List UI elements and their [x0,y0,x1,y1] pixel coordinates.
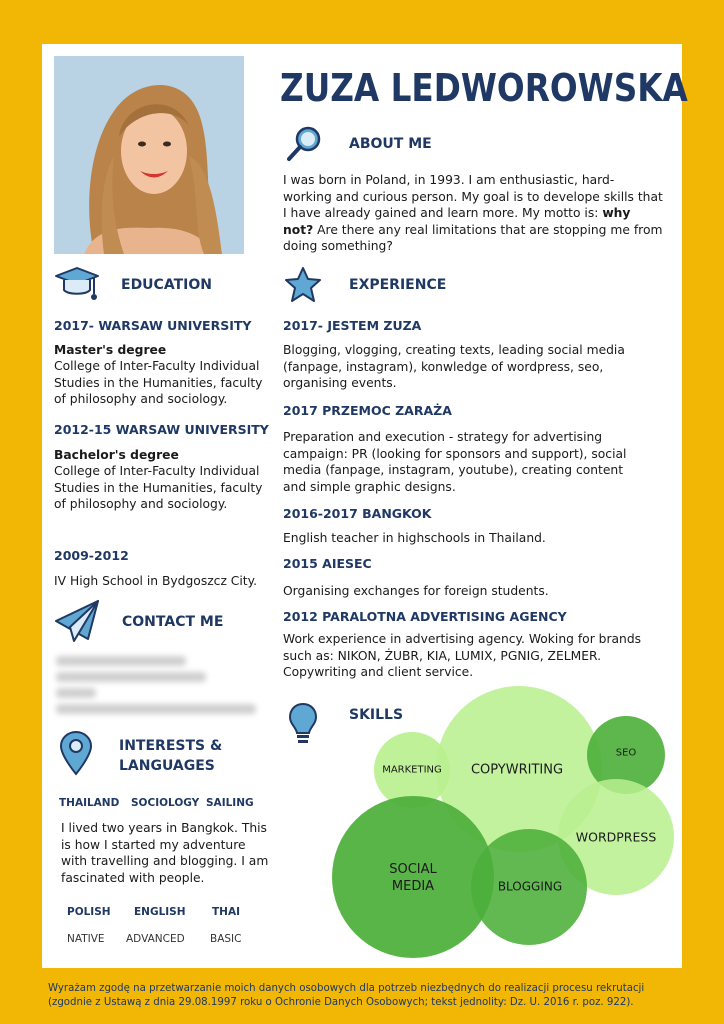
resume-page [42,44,688,968]
education-heading-1: 2017- WARSAW UNIVERSITY [54,318,252,333]
education-heading-2: 2012-15 WARSAW UNIVERSITY [54,422,269,437]
education-text-2: College of Inter-Faculty Individual Studies in the Humanities, faculty of philosophy and sociology. [54,464,263,511]
language-name-polish: POLISH [67,906,111,918]
interest-tag-sociology: SOCIOLOGY [131,797,200,809]
skill-label-blogging: BLOGGING [497,879,563,894]
experience-heading-3: 2016-2017 BANGKOK [283,506,432,521]
graduation-cap-icon [54,266,100,304]
language-level-polish: NATIVE [67,933,105,945]
paper-plane-icon [54,599,100,643]
skill-label-social: SOCIAL [389,862,437,877]
language-name-thai: THAI [212,906,240,918]
language-level-english: ADVANCED [126,933,185,945]
contact-line-2 [56,672,206,682]
footer-line2: (zgodnie z Ustawą z dnia 29.08.1997 roku o Ochronie Danych Osobowych; tekst jednolity: Dz. U. 2016 r. poz. 922). [48,997,634,1008]
interests-title-line1: INTERESTS & [119,738,223,754]
education-heading-3: 2009-2012 [54,548,129,563]
skill-label-media: MEDIA [391,879,435,894]
experience-heading-1: 2017- JESTEM ZUZA [283,318,422,333]
experience-text-2: Preparation and execution - strategy for advertising campaign: PR (looking for sponsors and support), social media (fanpage, instagram, youtube), creating content and simple graphic designs. [283,430,627,494]
about-text-part1: I was born in Poland, in 1993. I am enthusiastic, hard-working and curious person. My goal is to develope skills that I have already gained and learn more. My motto is: [283,173,663,220]
contact-line-4 [56,704,256,714]
skill-label-copywriting: COPYWRITING [470,762,564,778]
experience-title: EXPERIENCE [349,277,447,293]
interest-tag-thailand: THAILAND [59,797,120,809]
experience-text-4: Organising exchanges for foreign students. [283,584,549,598]
star-icon [284,266,322,304]
skill-label-wordpress: WORDPRESS [575,829,657,845]
education-text-1: College of Inter-Faculty Individual Studies in the Humanities, faculty of philosophy and sociology. [54,359,263,406]
footer-line1: Wyrażam zgodę na przetwarzanie moich danych osobowych dla potrzeb niezbędnych do realizacji procesu rekrutacji [48,983,645,994]
contact-line-1 [56,656,186,666]
interests-title [119,736,222,776]
lightbulb-icon [288,702,318,746]
about-text [283,172,663,255]
skill-label-seo: SEO [615,747,637,759]
contact-line-3 [56,688,96,698]
skills-title: SKILLS [349,707,404,723]
interests-text: I lived two years in Bangkok. This is how I started my adventure with travelling and blogging. I am fascinated with people. [61,821,269,885]
about-title: ABOUT ME [349,136,432,152]
experience-heading-2: 2017 PRZEMOC ZARAŻA [283,403,452,418]
profile-photo [54,56,244,254]
education-title: EDUCATION [121,277,212,293]
about-motto: why not? [283,206,631,237]
education-degree-1: Master's degree [54,343,167,357]
experience-heading-4: 2015 AIESEC [283,556,372,571]
candidate-name: ZUZA LEDWOROWSKA [280,66,688,110]
interest-tag-sailing: SAILING [206,797,254,809]
about-text-part2: Are there any real limitations that are stopping me from doing something? [283,222,663,253]
experience-heading-5: 2012 PARALOTNA ADVERTISING AGENCY [283,609,567,624]
language-level-thai: BASIC [210,933,242,945]
skill-label-marketing: MARKETING [382,764,442,776]
language-name-english: ENGLISH [134,906,186,918]
education-text-3: IV High School in Bydgoszcz City. [54,574,258,588]
experience-text-3: English teacher in highschools in Thailand. [283,531,546,545]
gdpr-consent-note [48,982,688,1010]
education-degree-2: Bachelor's degree [54,448,179,462]
experience-text-1: Blogging, vlogging, creating texts, leading social media (fanpage, instagram), konwledge of wordpress, seo, organising events. [283,343,625,390]
magnifier-icon [284,124,324,164]
experience-text-5: Work experience in advertising agency. Woking for brands such as: NIKON, ŻUBR, KIA, LUMIX, PGNIG, ZELMER. Copywriting and client service. [283,632,642,679]
location-pin-icon [58,730,94,776]
skill-label-social-media [389,861,437,895]
interests-title-line2: LANGUAGES [119,758,215,774]
contact-title: CONTACT ME [122,614,224,630]
